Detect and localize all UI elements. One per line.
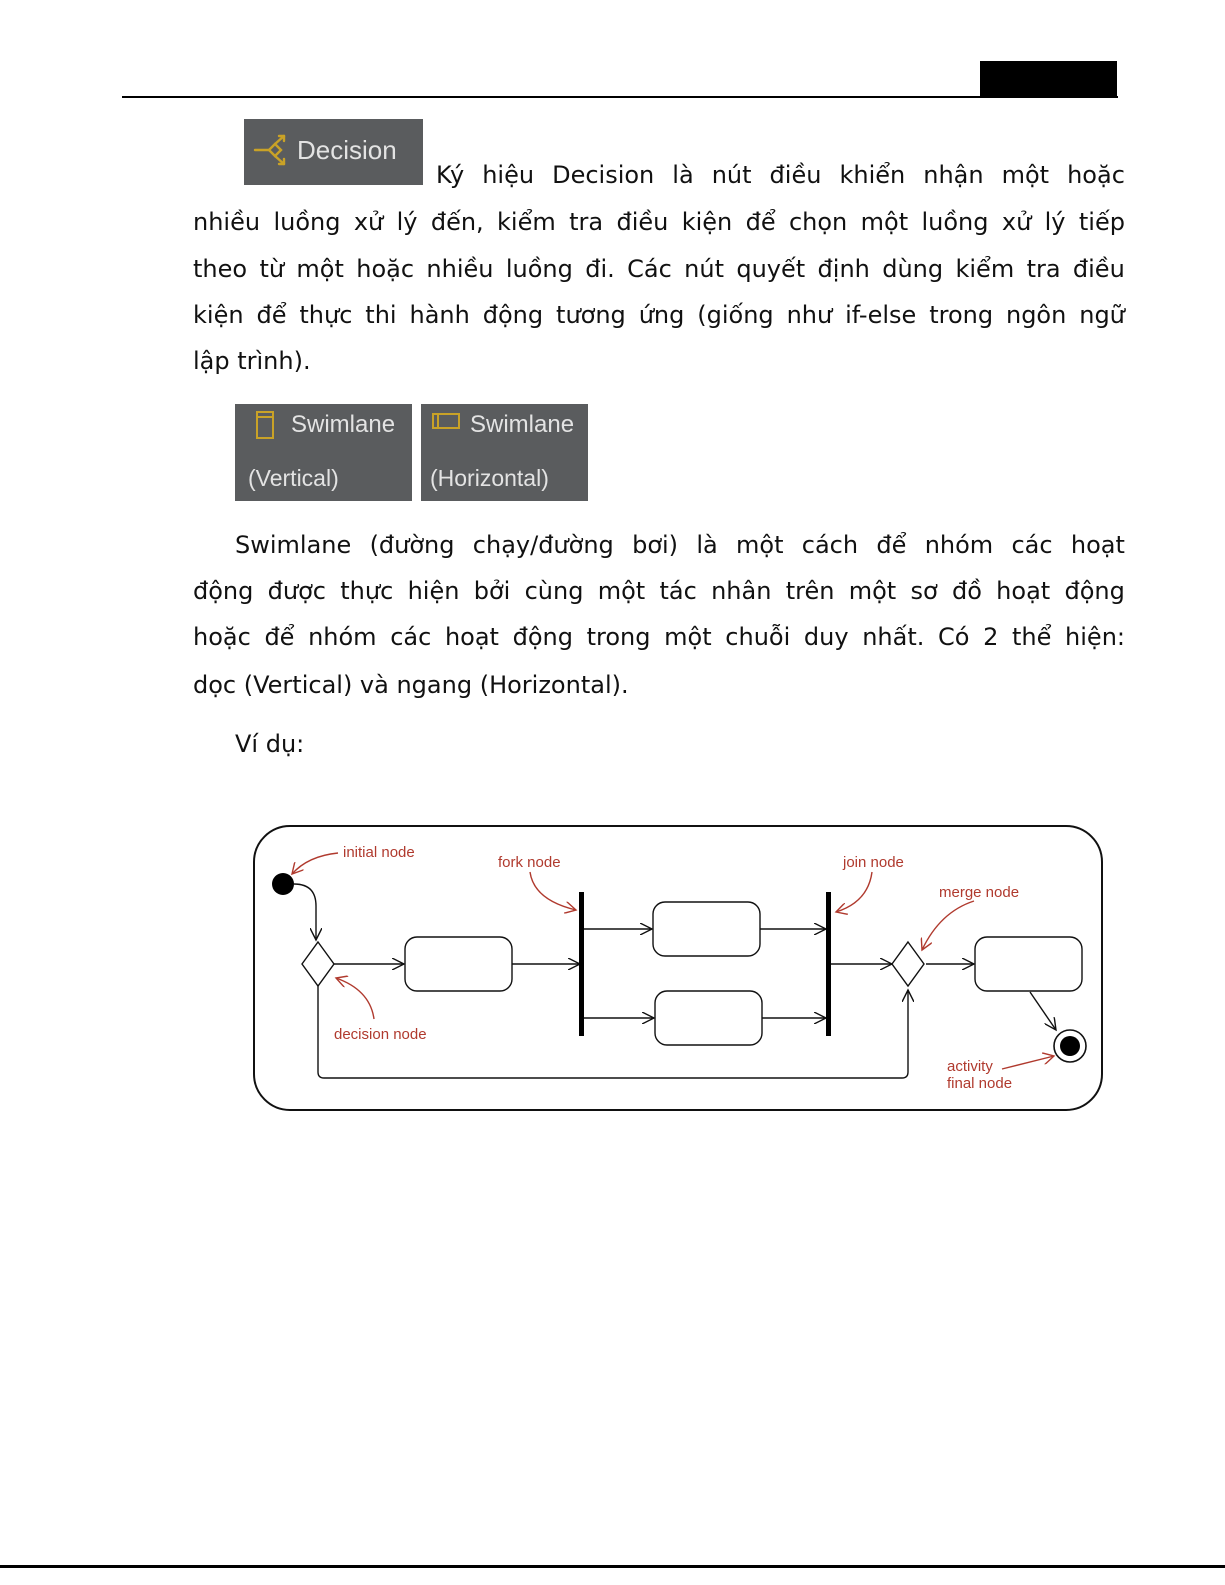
word: trong <box>586 623 651 651</box>
word: tra <box>569 208 604 236</box>
word: để <box>876 531 907 559</box>
word: ứng <box>638 301 685 329</box>
word: if-else <box>845 301 917 329</box>
word: là <box>672 161 694 189</box>
decision-icon <box>253 133 291 167</box>
word: chọn <box>788 208 848 236</box>
word: nhóm <box>308 623 377 651</box>
footer-rule <box>0 1565 1225 1568</box>
word: luồng <box>505 255 573 283</box>
word: ngôn <box>1005 301 1067 329</box>
label-merge-node: merge node <box>939 884 1020 901</box>
label-initial-node: initial node <box>343 844 415 861</box>
word: một <box>597 577 646 605</box>
example-label: Ví dụ: <box>235 730 305 758</box>
word: tiếp <box>1078 208 1125 236</box>
word: được <box>267 577 326 605</box>
word: đi. <box>585 255 615 283</box>
word: cùng <box>524 577 584 605</box>
decision-node-pointer <box>336 978 374 1019</box>
join-node-pointer <box>836 872 872 912</box>
word: nhân <box>711 577 772 605</box>
header-block <box>980 61 1117 97</box>
activity-final-node-pointer <box>1002 1056 1054 1069</box>
word: một <box>736 531 784 559</box>
word: Decision <box>552 161 655 189</box>
word: hành <box>409 301 470 329</box>
decision-text-line-4 <box>193 300 1125 330</box>
word: một <box>664 623 712 651</box>
decision-node <box>302 942 334 986</box>
word: bởi <box>473 577 511 605</box>
word: nhận <box>923 161 984 189</box>
word: lý <box>396 208 418 236</box>
label-join-node: join node <box>843 854 904 871</box>
decision-text-line-2 <box>193 207 1125 237</box>
word: định <box>817 255 870 283</box>
swimlane-horizontal-tool-image <box>421 404 588 501</box>
word: Swimlane <box>235 531 352 559</box>
word: sơ <box>910 577 938 605</box>
word: tương <box>556 301 626 329</box>
word: là <box>696 531 718 559</box>
word: nhất. <box>862 623 925 651</box>
word: (giống <box>697 301 774 329</box>
word: Có <box>938 623 970 651</box>
word: một <box>848 577 897 605</box>
label-activity-final-line1: activity <box>947 1058 993 1075</box>
decision-tool-label: Decision <box>297 135 397 165</box>
word: chuỗi <box>725 623 791 651</box>
word: đến, <box>430 208 484 236</box>
initial-node-pointer <box>292 853 338 874</box>
action-node <box>655 991 762 1045</box>
action-node <box>405 937 512 991</box>
word: khiển <box>839 161 906 189</box>
word: thi <box>365 301 397 329</box>
word: thực <box>340 577 394 605</box>
word: hoạt <box>1070 531 1125 559</box>
decision-text-line-3 <box>193 254 1125 284</box>
fork-node-pointer <box>530 872 576 910</box>
swimlane-horizontal-subtitle: (Horizontal) <box>430 465 549 491</box>
word: xử <box>1001 208 1032 236</box>
word: một <box>860 208 909 236</box>
word: chạy/đường <box>472 531 614 559</box>
word: hiệu <box>482 161 535 189</box>
word: ngữ <box>1079 301 1125 329</box>
join-node <box>826 892 831 1036</box>
label-activity-final-line2: final node <box>947 1075 1013 1092</box>
word: trong <box>929 301 994 329</box>
word: tra <box>1026 255 1061 283</box>
word: để <box>256 301 287 329</box>
word: nhóm <box>924 531 994 559</box>
word: các <box>390 623 432 651</box>
merge-node-pointer <box>922 901 974 950</box>
label-decision-node: decision node <box>334 1026 427 1043</box>
word: điều <box>769 161 822 189</box>
word: duy <box>803 623 849 651</box>
fork-node <box>579 892 584 1036</box>
swimlane-vertical-tool-image <box>235 404 412 501</box>
word: nhiều <box>426 255 494 283</box>
header-rule <box>122 96 1118 98</box>
label-fork-node: fork node <box>498 854 561 871</box>
word: kiểm <box>955 255 1015 283</box>
word: điều <box>1072 255 1125 283</box>
word: luồng <box>921 208 989 236</box>
word: kiểm <box>497 208 556 236</box>
word: thể <box>1012 623 1052 651</box>
action-node <box>975 937 1082 991</box>
word: Các <box>627 255 672 283</box>
word: động <box>1064 577 1125 605</box>
word: hoạt <box>444 623 499 651</box>
word: điều <box>616 208 669 236</box>
word: để <box>264 623 295 651</box>
word: nút <box>711 161 752 189</box>
word: như <box>786 301 833 329</box>
word: trên <box>785 577 835 605</box>
word: luồng <box>273 208 341 236</box>
action-node <box>653 902 760 956</box>
swimlane-horizontal-title: Swimlane <box>470 411 575 438</box>
word: nhiều <box>193 208 261 236</box>
word: hoặc <box>1067 161 1125 189</box>
word: hoặc <box>193 623 251 651</box>
word: hoạt <box>996 577 1051 605</box>
swimlane-horizontal-icon <box>431 410 461 432</box>
word: nút <box>684 255 724 283</box>
swimlane-text-line-1 <box>235 530 1125 560</box>
initial-node <box>272 873 294 895</box>
word: xử <box>353 208 384 236</box>
activity-diagram <box>250 822 1106 1114</box>
word: Ký <box>436 161 465 189</box>
word: động <box>482 301 544 329</box>
swimlane-vertical-icon <box>255 410 275 440</box>
flow-initial-to-decision <box>294 884 316 940</box>
word: tác <box>659 577 697 605</box>
word: dùng <box>882 255 944 283</box>
word: (đường <box>369 531 455 559</box>
swimlane-text-line-2 <box>193 576 1125 606</box>
decision-text-line-5: lập trình). <box>193 347 311 375</box>
decision-tool-image <box>244 119 423 185</box>
word: từ <box>259 255 285 283</box>
flow-action-to-final <box>1030 992 1056 1030</box>
word: động <box>193 577 254 605</box>
word: một <box>296 255 344 283</box>
swimlane-vertical-title: Swimlane <box>291 411 396 438</box>
word: quyết <box>736 255 806 283</box>
word: động <box>512 623 573 651</box>
merge-node <box>892 942 924 986</box>
word: kiện <box>193 301 244 329</box>
word: bơi) <box>632 531 679 559</box>
word: một <box>1001 161 1050 189</box>
word: đồ <box>951 577 982 605</box>
word: kiện <box>681 208 733 236</box>
decision-text-line-1 <box>436 160 1125 190</box>
word: các <box>1011 531 1053 559</box>
activity-final-node-dot <box>1060 1036 1080 1056</box>
word: lý <box>1044 208 1066 236</box>
swimlane-text-line-3 <box>193 622 1125 652</box>
word: theo <box>193 255 248 283</box>
word: cách <box>801 531 859 559</box>
word: để <box>745 208 776 236</box>
word: hiện <box>407 577 460 605</box>
word: 2 <box>983 623 999 651</box>
swimlane-text-line-4: dọc (Vertical) và ngang (Horizontal). <box>193 671 629 699</box>
word: thực <box>299 301 353 329</box>
word: hiện: <box>1065 623 1125 651</box>
word: hoặc <box>356 255 415 283</box>
swimlane-vertical-subtitle: (Vertical) <box>248 465 339 491</box>
